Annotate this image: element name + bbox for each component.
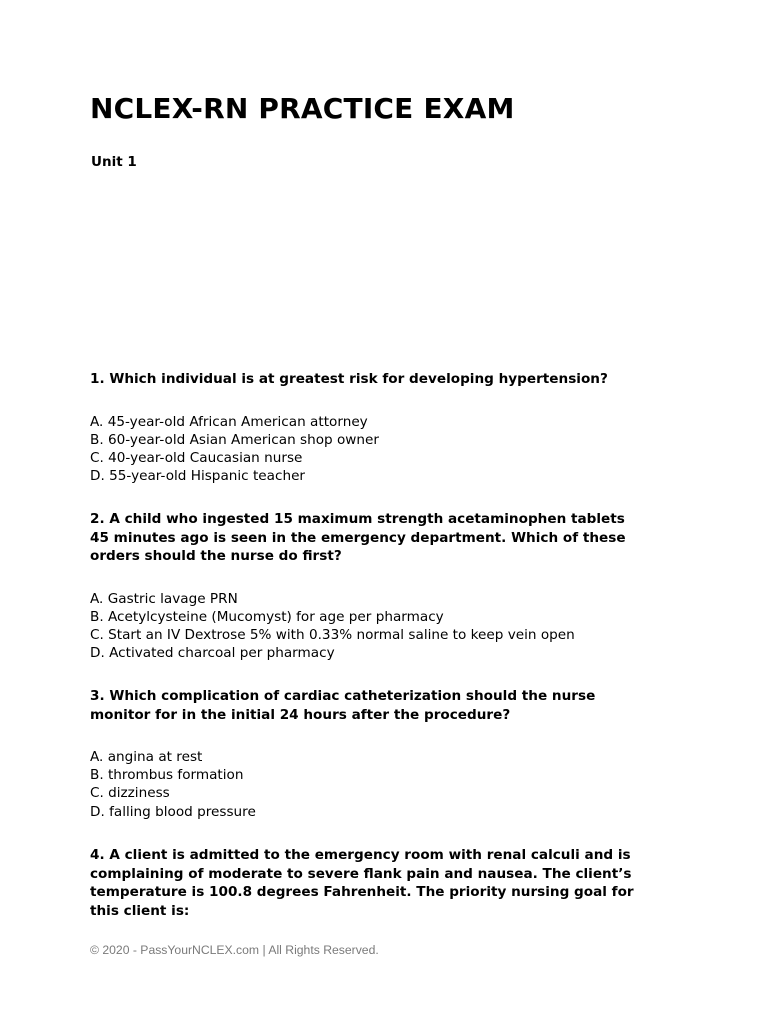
answer-option-d: D. 55-year-old Hispanic teacher: [90, 468, 306, 485]
answer-options: [90, 590, 690, 663]
answer-option-b: B. thrombus formation: [90, 767, 244, 784]
answer-option-a: A. 45-year-old African American attorney: [90, 413, 368, 430]
question-text: 3. Which complication of cardiac catheterization should the nurse monitor for in the initial 24 hours after the procedure?: [90, 688, 596, 723]
question-text: 2. A child who ingested 15 maximum strength acetaminophen tablets 45 minutes ago is seen in the emergency department. Which of these orders should the nurse do first?: [90, 511, 626, 564]
page-title: NCLEX-RN PRACTICE EXAM: [90, 92, 515, 125]
question-3: [90, 687, 690, 821]
answer-option-c: C. Start an IV Dextrose 5% with 0.33% normal saline to keep vein open: [90, 626, 575, 643]
answer-option-d: D. falling blood pressure: [90, 803, 256, 820]
copyright-footer: © 2020 - PassYourNCLEX.com | All Rights Reserved.: [90, 943, 379, 957]
answer-option-c: C. dizziness: [90, 785, 170, 802]
answer-options: [90, 748, 690, 821]
question-2: [90, 510, 690, 662]
answer-option-a: A. angina at rest: [90, 749, 203, 765]
question-text: 1. Which individual is at greatest risk for developing hypertension?: [90, 371, 608, 387]
unit-heading: Unit 1: [91, 154, 137, 170]
question-1: [90, 370, 690, 485]
answer-option-a: A. Gastric lavage PRN: [90, 590, 238, 607]
answer-option-b: B. Acetylcysteine (Mucomyst) for age per pharmacy: [90, 608, 444, 625]
question-4: [90, 846, 690, 920]
answer-options: [90, 413, 690, 486]
answer-option-d: D. Activated charcoal per pharmacy: [90, 645, 335, 662]
answer-option-c: C. 40-year-old Caucasian nurse: [90, 449, 303, 466]
question-text: 4. A client is admitted to the emergency room with renal calculi and is complaining of moderate to severe flank pain and nausea. The client’s temperature is 100.8 degrees Fahrenheit. The priority nursing goal for this client is:: [90, 847, 634, 919]
answer-option-b: B. 60-year-old Asian American shop owner: [90, 431, 379, 448]
